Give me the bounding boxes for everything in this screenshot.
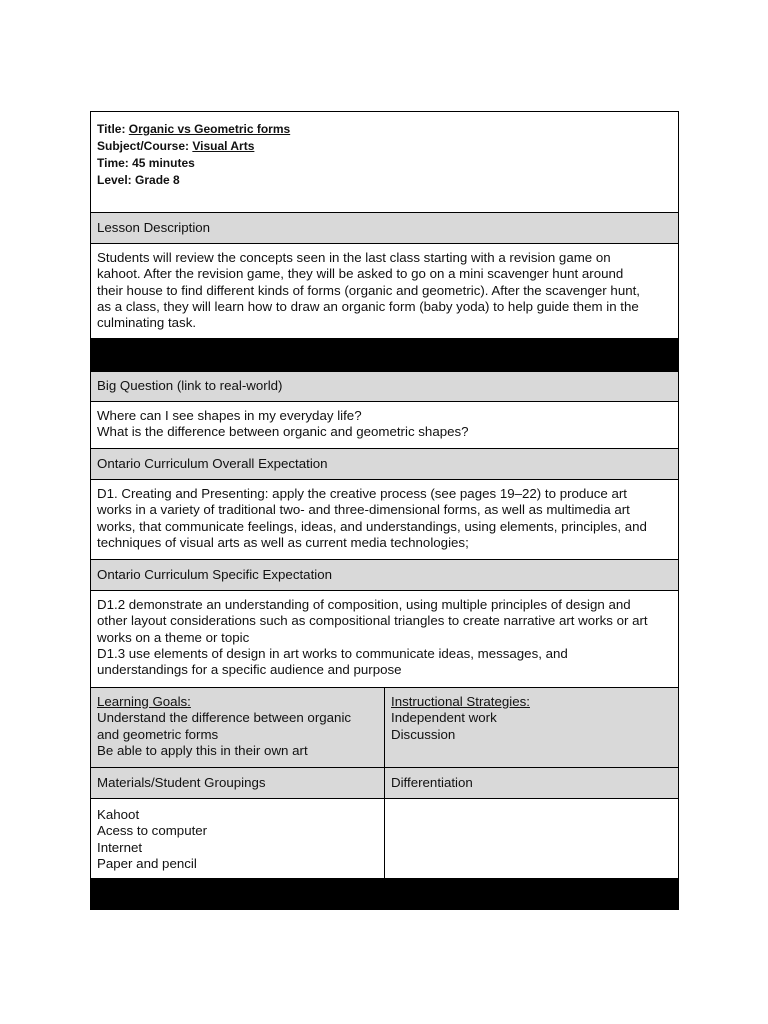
differentiation-heading-text: Differentiation (391, 774, 473, 790)
overall-expectation-body (91, 479, 678, 559)
specific-expectation-line: understandings for a specific audience and purpose (97, 662, 402, 678)
lesson-info-block (91, 112, 678, 212)
lesson-description-heading-text: Lesson Description (97, 219, 211, 235)
differentiation-heading (385, 768, 678, 798)
materials-differentiation-body-row (91, 798, 678, 878)
lesson-description-line: culminating task. (97, 315, 197, 331)
materials-differentiation-heading-row (91, 767, 678, 798)
learning-goals-line: Be able to apply this in their own art (97, 742, 308, 758)
instructional-strategies-heading: Instructional Strategies: (391, 694, 530, 709)
instructional-strategies-cell (385, 688, 678, 767)
time-line: Time: 45 minutes (97, 156, 195, 170)
big-question-heading (91, 371, 678, 401)
specific-expectation-line: D1.2 demonstrate an understanding of composition, using multiple principles of design and (97, 597, 631, 612)
materials-heading-text: Materials/Student Groupings (97, 774, 266, 790)
overall-expectation-line: techniques of visual arts as well as current media technologies; (97, 534, 469, 550)
lesson-description-line: kahoot. After the revision game, they will be asked to go on a mini scavenger hunt around (97, 266, 624, 282)
materials-line: Paper and pencil (97, 855, 197, 871)
overall-expectation-line: works in a variety of traditional two- and three-dimensional forms, as well as multimedia art (97, 502, 630, 518)
title-line (97, 121, 672, 138)
level-line: Level: Grade 8 (97, 173, 180, 187)
materials-heading (91, 768, 385, 798)
lesson-description-line: Students will review the concepts seen in the last class starting with a revision game on (97, 250, 611, 265)
lesson-description-body (91, 243, 678, 338)
specific-expectation-line: other layout considerations such as compositional triangles to create narrative art works or art (97, 613, 648, 629)
learning-goals-line: and geometric forms (97, 726, 219, 742)
title-value: Organic vs Geometric forms (128, 122, 291, 136)
lesson-description-line: as a class, they will learn how to draw an organic form (baby yoda) to help guide them in the (97, 298, 639, 314)
lesson-description-heading (91, 212, 678, 243)
goals-strategies-row (91, 687, 678, 767)
instructional-strategies-line: Discussion (391, 726, 456, 742)
materials-line: Internet (97, 839, 143, 855)
learning-goals-cell (91, 688, 385, 767)
learning-goals-line: Understand the difference between organic (97, 710, 352, 726)
specific-expectation-line: works on a theme or topic (97, 629, 250, 645)
differentiation-cell (385, 799, 678, 878)
big-question-heading-text: Big Question (link to real-world) (97, 378, 283, 394)
learning-goals-heading: Learning Goals: (97, 694, 191, 709)
materials-cell (91, 799, 385, 878)
specific-expectation-heading (91, 559, 678, 590)
specific-expectation-line: D1.3 use elements of design in art works to communicate ideas, messages, and (97, 645, 568, 661)
overall-expectation-line: works, that communicate feelings, ideas, and understandings, using elements, principles, and (97, 518, 647, 534)
lesson-description-line: their house to find different kinds of forms (organic and geometric). After the scavenger hunt, (97, 282, 641, 298)
specific-expectation-heading-text: Ontario Curriculum Specific Expectation (97, 566, 333, 582)
big-question-body (91, 401, 678, 448)
subject-value: Visual Arts (192, 139, 255, 153)
overall-expectation-line: D1. Creating and Presenting: apply the creative process (see pages 19–22) to produce art (97, 486, 627, 501)
big-question-line: Where can I see shapes in my everyday life? (97, 408, 362, 423)
materials-line: Kahoot (97, 807, 140, 822)
overall-expectation-heading (91, 448, 678, 479)
subject-label: Subject/Course: (97, 139, 190, 153)
big-question-line: What is the difference between organic and geometric shapes? (97, 424, 469, 440)
title-label: Title: (97, 122, 126, 136)
lesson-plan-table (90, 111, 679, 910)
overall-expectation-heading-text: Ontario Curriculum Overall Expectation (97, 455, 328, 471)
subject-line (97, 138, 672, 155)
section-divider-bottom (91, 878, 678, 909)
section-divider (91, 338, 678, 371)
materials-line: Acess to computer (97, 823, 208, 839)
instructional-strategies-line: Independent work (391, 710, 497, 726)
specific-expectation-body (91, 590, 678, 687)
